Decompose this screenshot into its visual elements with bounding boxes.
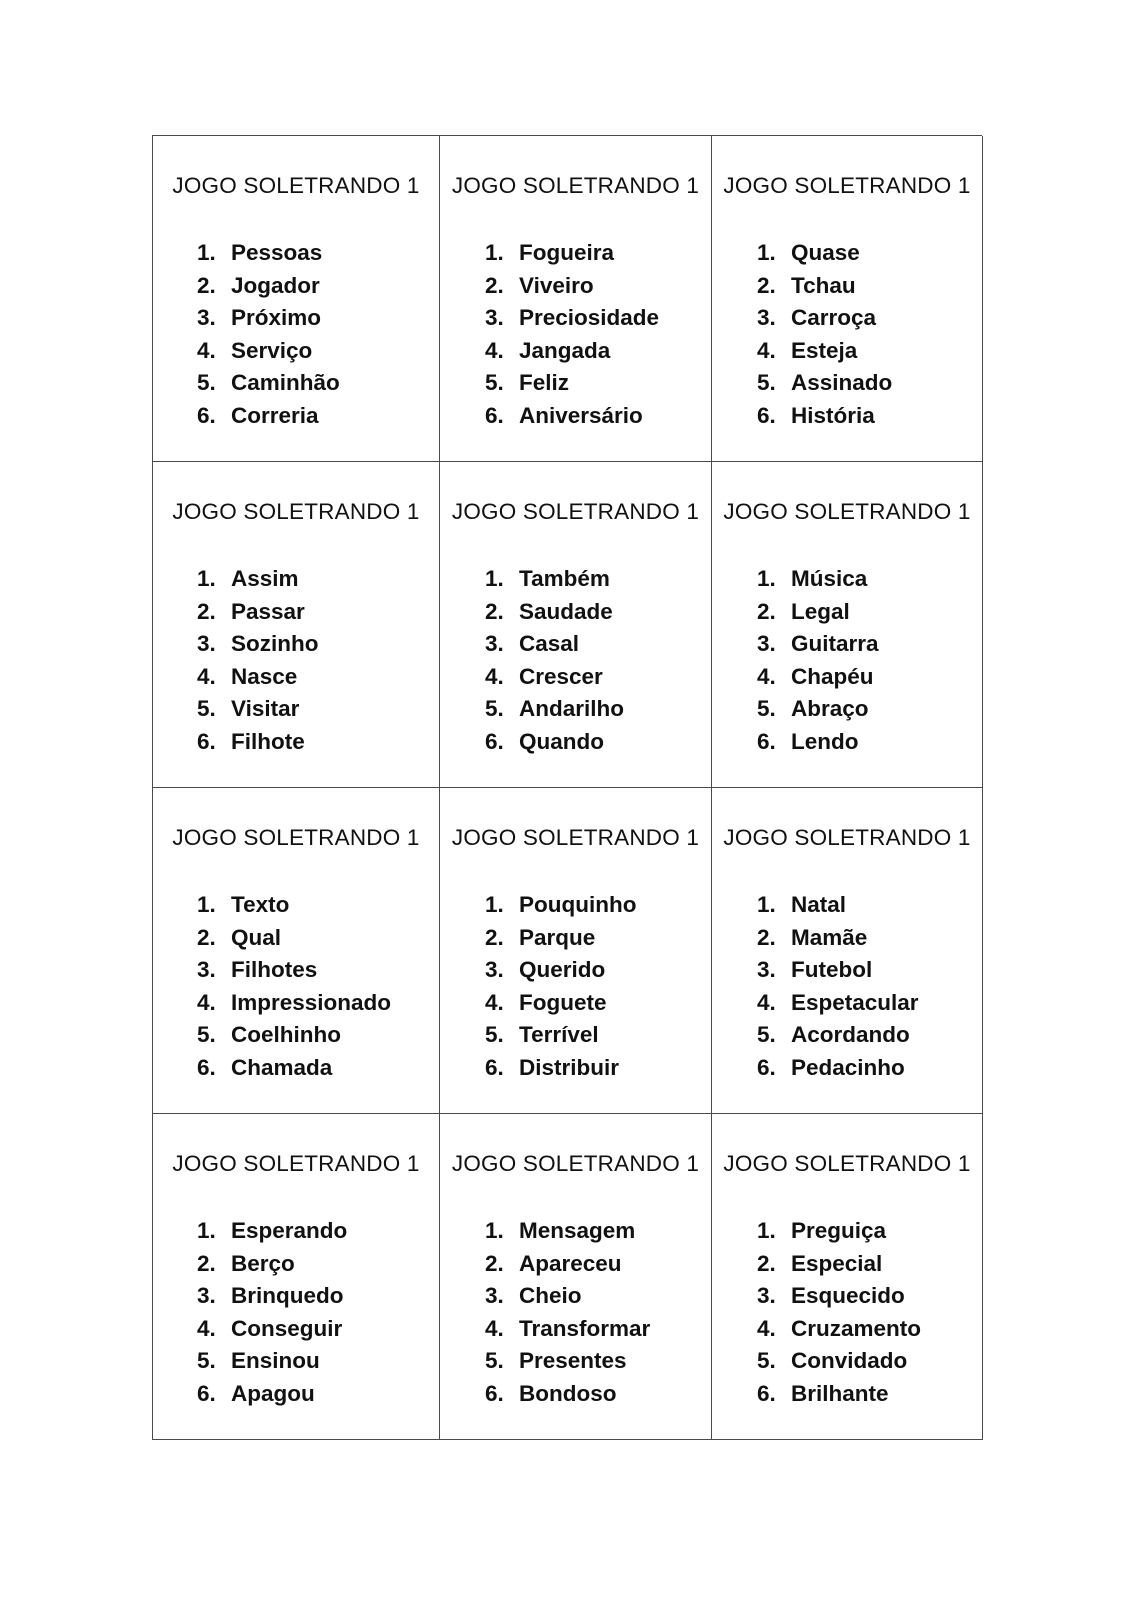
word-list-item bbox=[485, 726, 624, 759]
word-text: Ensinou bbox=[231, 1348, 320, 1374]
word-number: 6. bbox=[485, 728, 504, 754]
word-number: 1. bbox=[485, 566, 504, 591]
word-list-item bbox=[757, 400, 892, 433]
spelling-card bbox=[440, 462, 712, 788]
word-list-item bbox=[485, 400, 659, 433]
word-list-item bbox=[485, 954, 636, 987]
word-list-item bbox=[197, 726, 318, 759]
word-text: Correria bbox=[231, 402, 319, 428]
word-text: Convidado bbox=[791, 1348, 908, 1374]
word-number: 3. bbox=[197, 631, 216, 657]
word-text: Filhote bbox=[231, 728, 305, 754]
word-list-item bbox=[197, 954, 391, 987]
word-list-item bbox=[197, 1052, 391, 1085]
word-number: 6. bbox=[485, 1380, 504, 1406]
word-text: Pedacinho bbox=[791, 1054, 905, 1080]
word-text: Foguete bbox=[519, 989, 607, 1015]
card-title: JOGO SOLETRANDO 1 bbox=[451, 825, 700, 850]
word-list bbox=[485, 563, 624, 759]
word-text: Caminhão bbox=[231, 370, 340, 396]
word-list-item bbox=[757, 1248, 921, 1281]
word-text: Fogueira bbox=[519, 240, 615, 265]
spelling-card bbox=[440, 788, 712, 1114]
word-text: Jogador bbox=[231, 272, 320, 298]
word-list-item bbox=[197, 237, 340, 270]
spelling-card bbox=[440, 136, 712, 462]
word-text: Abraço bbox=[791, 696, 869, 722]
word-number: 5. bbox=[757, 696, 776, 722]
word-text: Impressionado bbox=[231, 989, 392, 1015]
word-text: Preguiça bbox=[791, 1218, 887, 1243]
spelling-cards-grid bbox=[152, 135, 982, 1440]
word-list-item bbox=[757, 954, 919, 987]
word-text: Casal bbox=[519, 631, 580, 657]
word-text: Andarilho bbox=[519, 696, 624, 722]
word-text: Carroça bbox=[791, 305, 877, 331]
word-text: Pessoas bbox=[231, 240, 323, 265]
word-text: Também bbox=[519, 566, 610, 591]
word-text: Guitarra bbox=[791, 631, 879, 657]
word-number: 5. bbox=[197, 1348, 216, 1374]
word-text: Quase bbox=[791, 240, 860, 265]
word-number: 5. bbox=[757, 1022, 776, 1048]
word-list-item bbox=[197, 367, 340, 400]
word-number: 3. bbox=[757, 1283, 776, 1309]
word-text: Acordando bbox=[791, 1022, 910, 1048]
word-number: 1. bbox=[197, 566, 216, 591]
word-text: Bondoso bbox=[519, 1380, 617, 1406]
word-list-item bbox=[197, 1019, 391, 1052]
word-text: Brilhante bbox=[791, 1380, 889, 1406]
word-text: Lendo bbox=[791, 728, 859, 754]
word-number: 2. bbox=[757, 272, 776, 298]
word-number: 5. bbox=[485, 1022, 504, 1048]
word-text: Chamada bbox=[231, 1054, 333, 1080]
word-number: 6. bbox=[485, 402, 504, 428]
word-list bbox=[485, 237, 659, 433]
word-number: 4. bbox=[485, 337, 504, 363]
word-text: Esquecido bbox=[791, 1283, 905, 1309]
word-text: Jangada bbox=[519, 337, 611, 363]
spelling-card bbox=[712, 1114, 983, 1440]
word-number: 6. bbox=[757, 1054, 776, 1080]
word-text: Próximo bbox=[231, 305, 322, 331]
word-list-item bbox=[197, 987, 391, 1020]
card-title: JOGO SOLETRANDO 1 bbox=[172, 499, 420, 524]
word-text: Apagou bbox=[231, 1380, 315, 1406]
word-list-item bbox=[485, 1052, 636, 1085]
spelling-card bbox=[153, 136, 440, 462]
word-text: Chapéu bbox=[791, 663, 874, 689]
word-number: 2. bbox=[485, 272, 504, 298]
word-number: 6. bbox=[197, 728, 216, 754]
word-list-item bbox=[757, 367, 892, 400]
card-title: JOGO SOLETRANDO 1 bbox=[723, 499, 971, 524]
word-number: 6. bbox=[757, 1380, 776, 1406]
word-text: Terrível bbox=[519, 1022, 599, 1048]
spelling-card bbox=[712, 788, 983, 1114]
word-number: 6. bbox=[197, 1054, 216, 1080]
word-text: Quando bbox=[519, 728, 604, 754]
word-list-item bbox=[197, 1313, 347, 1346]
word-number: 3. bbox=[197, 305, 216, 331]
word-number: 2. bbox=[485, 598, 504, 624]
card-title: JOGO SOLETRANDO 1 bbox=[451, 173, 700, 198]
card-title: JOGO SOLETRANDO 1 bbox=[172, 1151, 420, 1176]
card-title: JOGO SOLETRANDO 1 bbox=[723, 825, 971, 850]
spelling-card bbox=[153, 1114, 440, 1440]
card-title: JOGO SOLETRANDO 1 bbox=[451, 499, 700, 524]
word-list-item bbox=[485, 628, 624, 661]
word-number: 4. bbox=[757, 663, 776, 689]
word-list-item bbox=[485, 237, 659, 270]
word-number: 6. bbox=[757, 728, 776, 754]
word-number: 1. bbox=[757, 566, 776, 591]
word-number: 4. bbox=[197, 989, 216, 1015]
word-number: 5. bbox=[757, 1348, 776, 1374]
word-list bbox=[757, 237, 892, 433]
word-text: História bbox=[791, 402, 875, 428]
word-number: 5. bbox=[485, 1348, 504, 1374]
word-text: Berço bbox=[231, 1250, 295, 1276]
word-list-item bbox=[197, 1280, 347, 1313]
word-list-item bbox=[485, 367, 659, 400]
word-text: Viveiro bbox=[519, 272, 594, 298]
word-list-item bbox=[485, 1378, 650, 1411]
card-title: JOGO SOLETRANDO 1 bbox=[451, 1151, 700, 1176]
word-text: Sozinho bbox=[231, 631, 319, 657]
word-text: Apareceu bbox=[519, 1250, 622, 1276]
word-number: 4. bbox=[757, 1315, 776, 1341]
word-number: 6. bbox=[485, 1054, 504, 1080]
word-number: 4. bbox=[485, 1315, 504, 1341]
word-list-item bbox=[197, 661, 318, 694]
word-number: 3. bbox=[757, 305, 776, 331]
word-list-item bbox=[485, 563, 624, 596]
word-text: Assim bbox=[231, 566, 299, 591]
word-list-item bbox=[197, 270, 340, 303]
word-text: Tchau bbox=[791, 272, 856, 298]
word-text: Qual bbox=[231, 924, 282, 950]
card-title: JOGO SOLETRANDO 1 bbox=[172, 173, 420, 198]
word-number: 4. bbox=[197, 337, 216, 363]
word-list-item bbox=[485, 661, 624, 694]
word-list-item bbox=[485, 1313, 650, 1346]
word-list-item bbox=[757, 1280, 921, 1313]
word-list-item bbox=[197, 1215, 347, 1248]
word-list bbox=[485, 889, 636, 1085]
word-list-item bbox=[197, 628, 318, 661]
word-list-item bbox=[485, 889, 636, 922]
word-list-item bbox=[485, 1019, 636, 1052]
word-text: Visitar bbox=[231, 696, 300, 722]
word-text: Transformar bbox=[519, 1315, 651, 1341]
word-number: 1. bbox=[757, 892, 776, 917]
word-number: 1. bbox=[485, 240, 504, 265]
card-title: JOGO SOLETRANDO 1 bbox=[723, 173, 971, 198]
word-text: Querido bbox=[519, 957, 606, 983]
word-text: Pouquinho bbox=[519, 892, 637, 917]
word-number: 3. bbox=[757, 957, 776, 983]
word-number: 3. bbox=[485, 957, 504, 983]
word-number: 3. bbox=[197, 957, 216, 983]
word-number: 1. bbox=[757, 1218, 776, 1243]
word-text: Aniversário bbox=[519, 402, 643, 428]
word-list-item bbox=[197, 1345, 347, 1378]
spelling-card bbox=[153, 788, 440, 1114]
word-list-item bbox=[197, 400, 340, 433]
word-list-item bbox=[757, 1052, 919, 1085]
word-number: 5. bbox=[197, 696, 216, 722]
word-list bbox=[757, 563, 879, 759]
word-number: 2. bbox=[485, 924, 504, 950]
word-number: 3. bbox=[197, 1283, 216, 1309]
word-list-item bbox=[197, 563, 318, 596]
word-list-item bbox=[197, 889, 391, 922]
word-list-item bbox=[485, 270, 659, 303]
word-number: 5. bbox=[197, 370, 216, 396]
word-list-item bbox=[485, 1215, 650, 1248]
word-number: 2. bbox=[197, 1250, 216, 1276]
word-list-item bbox=[757, 889, 919, 922]
word-number: 1. bbox=[197, 1218, 216, 1243]
word-text: Passar bbox=[231, 598, 305, 624]
word-list bbox=[757, 889, 919, 1085]
word-number: 4. bbox=[485, 989, 504, 1015]
word-list-item bbox=[757, 1345, 921, 1378]
card-title: JOGO SOLETRANDO 1 bbox=[723, 1151, 971, 1176]
word-number: 2. bbox=[197, 272, 216, 298]
spelling-card bbox=[153, 462, 440, 788]
word-text: Mensagem bbox=[519, 1218, 636, 1243]
word-list-item bbox=[757, 661, 879, 694]
word-list-item bbox=[757, 563, 879, 596]
word-number: 4. bbox=[757, 989, 776, 1015]
word-number: 1. bbox=[485, 892, 504, 917]
word-number: 6. bbox=[197, 1380, 216, 1406]
spelling-card bbox=[712, 136, 983, 462]
word-list bbox=[485, 1215, 650, 1411]
word-number: 6. bbox=[197, 402, 216, 428]
word-number: 4. bbox=[757, 337, 776, 363]
word-text: Brinquedo bbox=[231, 1283, 344, 1309]
spelling-card bbox=[440, 1114, 712, 1440]
word-text: Espetacular bbox=[791, 989, 919, 1015]
word-list-item bbox=[757, 237, 892, 270]
word-list-item bbox=[485, 1280, 650, 1313]
word-list-item bbox=[197, 596, 318, 629]
word-list-item bbox=[757, 1378, 921, 1411]
word-number: 5. bbox=[485, 696, 504, 722]
word-text: Preciosidade bbox=[519, 305, 660, 331]
word-text: Serviço bbox=[231, 337, 313, 363]
word-number: 3. bbox=[485, 305, 504, 331]
word-text: Presentes bbox=[519, 1348, 627, 1374]
card-title: JOGO SOLETRANDO 1 bbox=[172, 825, 420, 850]
word-number: 2. bbox=[197, 598, 216, 624]
word-list-item bbox=[757, 922, 919, 955]
word-list bbox=[197, 237, 340, 433]
word-list-item bbox=[757, 726, 879, 759]
word-text: Texto bbox=[231, 892, 290, 917]
word-number: 5. bbox=[757, 370, 776, 396]
word-number: 2. bbox=[757, 924, 776, 950]
word-number: 1. bbox=[757, 240, 776, 265]
word-text: Natal bbox=[791, 892, 847, 917]
word-list-item bbox=[485, 693, 624, 726]
word-text: Feliz bbox=[519, 370, 570, 396]
word-number: 4. bbox=[197, 1315, 216, 1341]
word-text: Futebol bbox=[791, 957, 873, 983]
word-list-item bbox=[485, 596, 624, 629]
word-text: Esteja bbox=[791, 337, 858, 363]
word-number: 5. bbox=[485, 370, 504, 396]
word-list-item bbox=[757, 596, 879, 629]
word-number: 6. bbox=[757, 402, 776, 428]
word-list bbox=[197, 889, 391, 1085]
word-text: Nasce bbox=[231, 663, 298, 689]
word-list-item bbox=[757, 693, 879, 726]
word-text: Saudade bbox=[519, 598, 613, 624]
word-list-item bbox=[485, 1345, 650, 1378]
word-number: 2. bbox=[757, 598, 776, 624]
word-text: Cruzamento bbox=[791, 1315, 922, 1341]
word-list-item bbox=[197, 335, 340, 368]
word-list bbox=[757, 1215, 921, 1411]
word-number: 2. bbox=[757, 1250, 776, 1276]
word-text: Coelhinho bbox=[231, 1022, 341, 1048]
word-list-item bbox=[197, 693, 318, 726]
word-number: 1. bbox=[485, 1218, 504, 1243]
word-list-item bbox=[757, 1313, 921, 1346]
word-number: 2. bbox=[485, 1250, 504, 1276]
word-list-item bbox=[757, 335, 892, 368]
word-text: Filhotes bbox=[231, 957, 318, 983]
word-text: Parque bbox=[519, 924, 596, 950]
word-list-item bbox=[197, 922, 391, 955]
word-text: Cheio bbox=[519, 1283, 582, 1309]
word-list bbox=[197, 1215, 347, 1411]
word-text: Crescer bbox=[519, 663, 603, 689]
word-list bbox=[197, 563, 318, 759]
word-list-item bbox=[485, 922, 636, 955]
word-text: Música bbox=[791, 566, 868, 591]
word-list-item bbox=[197, 1248, 347, 1281]
word-list-item bbox=[757, 628, 879, 661]
word-number: 4. bbox=[485, 663, 504, 689]
word-text: Assinado bbox=[791, 370, 893, 396]
word-number: 3. bbox=[757, 631, 776, 657]
word-list-item bbox=[757, 987, 919, 1020]
word-text: Especial bbox=[791, 1250, 883, 1276]
word-list-item bbox=[197, 1378, 347, 1411]
word-text: Esperando bbox=[231, 1218, 348, 1243]
word-text: Conseguir bbox=[231, 1315, 343, 1341]
word-text: Mamãe bbox=[791, 924, 868, 950]
word-list-item bbox=[757, 270, 892, 303]
word-number: 1. bbox=[197, 892, 216, 917]
word-list-item bbox=[485, 335, 659, 368]
word-number: 4. bbox=[197, 663, 216, 689]
word-list-item bbox=[757, 1215, 921, 1248]
word-number: 3. bbox=[485, 1283, 504, 1309]
word-text: Distribuir bbox=[519, 1054, 620, 1080]
spelling-card bbox=[712, 462, 983, 788]
word-list-item bbox=[757, 302, 892, 335]
word-number: 5. bbox=[197, 1022, 216, 1048]
word-number: 1. bbox=[197, 240, 216, 265]
word-list-item bbox=[757, 1019, 919, 1052]
word-list-item bbox=[197, 302, 340, 335]
word-number: 3. bbox=[485, 631, 504, 657]
word-text: Legal bbox=[791, 598, 850, 624]
word-list-item bbox=[485, 987, 636, 1020]
word-list-item bbox=[485, 1248, 650, 1281]
word-number: 2. bbox=[197, 924, 216, 950]
word-list-item bbox=[485, 302, 659, 335]
